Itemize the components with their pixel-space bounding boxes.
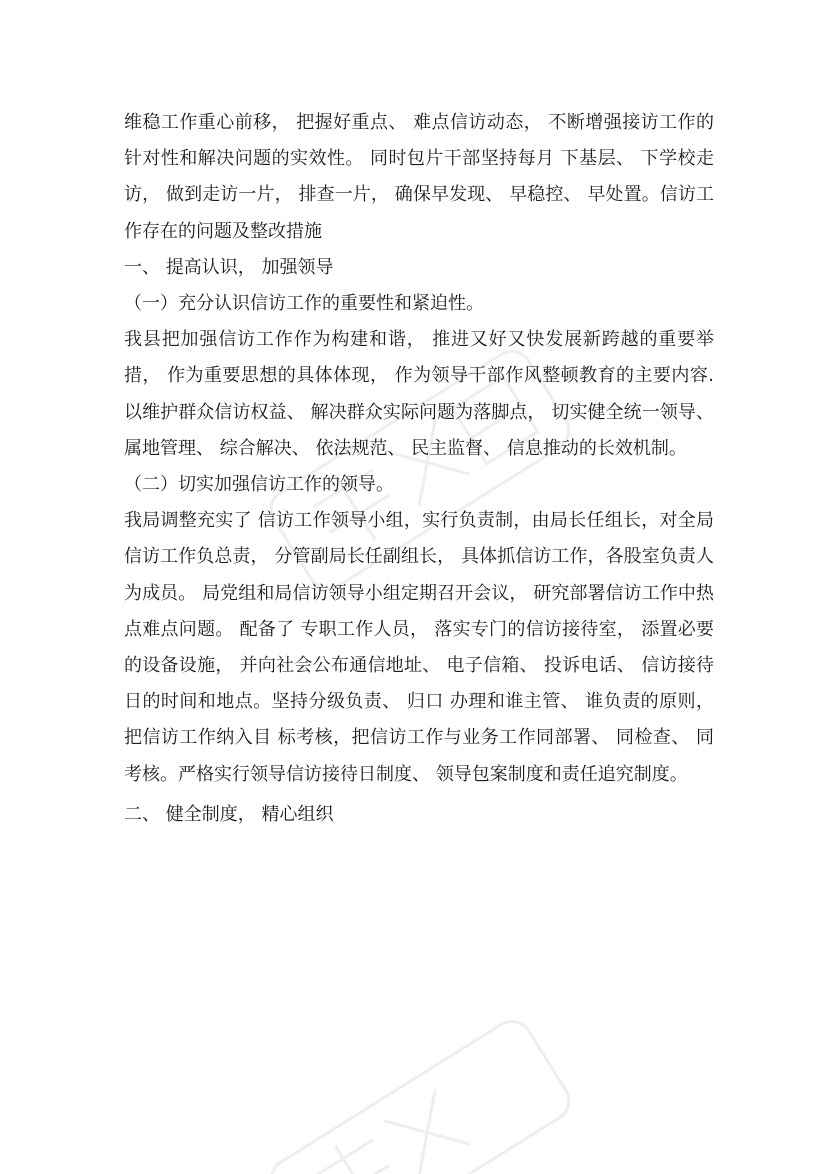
subsection-heading-2: （二）切实加强信访工作的领导。 [124,474,394,496]
section-heading-2: 二、 健全制度， 精心组织 [124,803,334,825]
section-heading-1: 一、 提高认识， 加强领导 [124,256,334,278]
document-body [124,105,720,833]
paragraph-county-policy: 我县把加强信访工作作为构建和谐， 推进又好又快发展新跨越的重要举措， 作为重要思想的具体体现， 作为领导干部作风整顿教育的主要内容. 以维护群众信访权益、 解决群众实际问题为落脚点， 切实健全统一领导、 属地管理、 综合解决、 依法规范、 民主监督、 信息推动的长效机制。 [124,329,720,459]
subsection-heading-1: （一）充分认识信访工作的重要性和紧迫性。 [124,293,484,315]
paragraph-intro: 维稳工作重心前移， 把握好重点、 难点信访动态， 不断增强接访工作的针对性和解决问题的实效性。 同时包片干部坚持每月 下基层、 下学校走访， 做到走访一片， 排查一片， 确保早发现、 早稳控、 早处置。信访工作存在的问题及整改措施 [124,112,714,242]
paragraph-bureau-leadership: 我局调整充实了 信访工作领导小组，实行负责制，由局长任组长，对全局信访工作负总责， 分管副局长任副组长， 具体抓信访工作，各股室负责人为成员。 局党组和局信访领导小组定期召开会议， 研究部署信访工作中热点难点问题。 配备了 专职工作人员， 落实专门的信访接待室， 添置必要的设备设施， 并向社会公布通信地址、 电子信箱、 投诉电话、 信访接待日的时间和地点。坚持分级负责、 归口 办理和谁主管、 谁负责的原则， 把信访工作纳入目 标考核，把信访工作与业务工作同部署、 同检查、 同考核。严格实行领导信访接待日制度、 领导包案制度和责任追究制度。 [124,510,720,785]
